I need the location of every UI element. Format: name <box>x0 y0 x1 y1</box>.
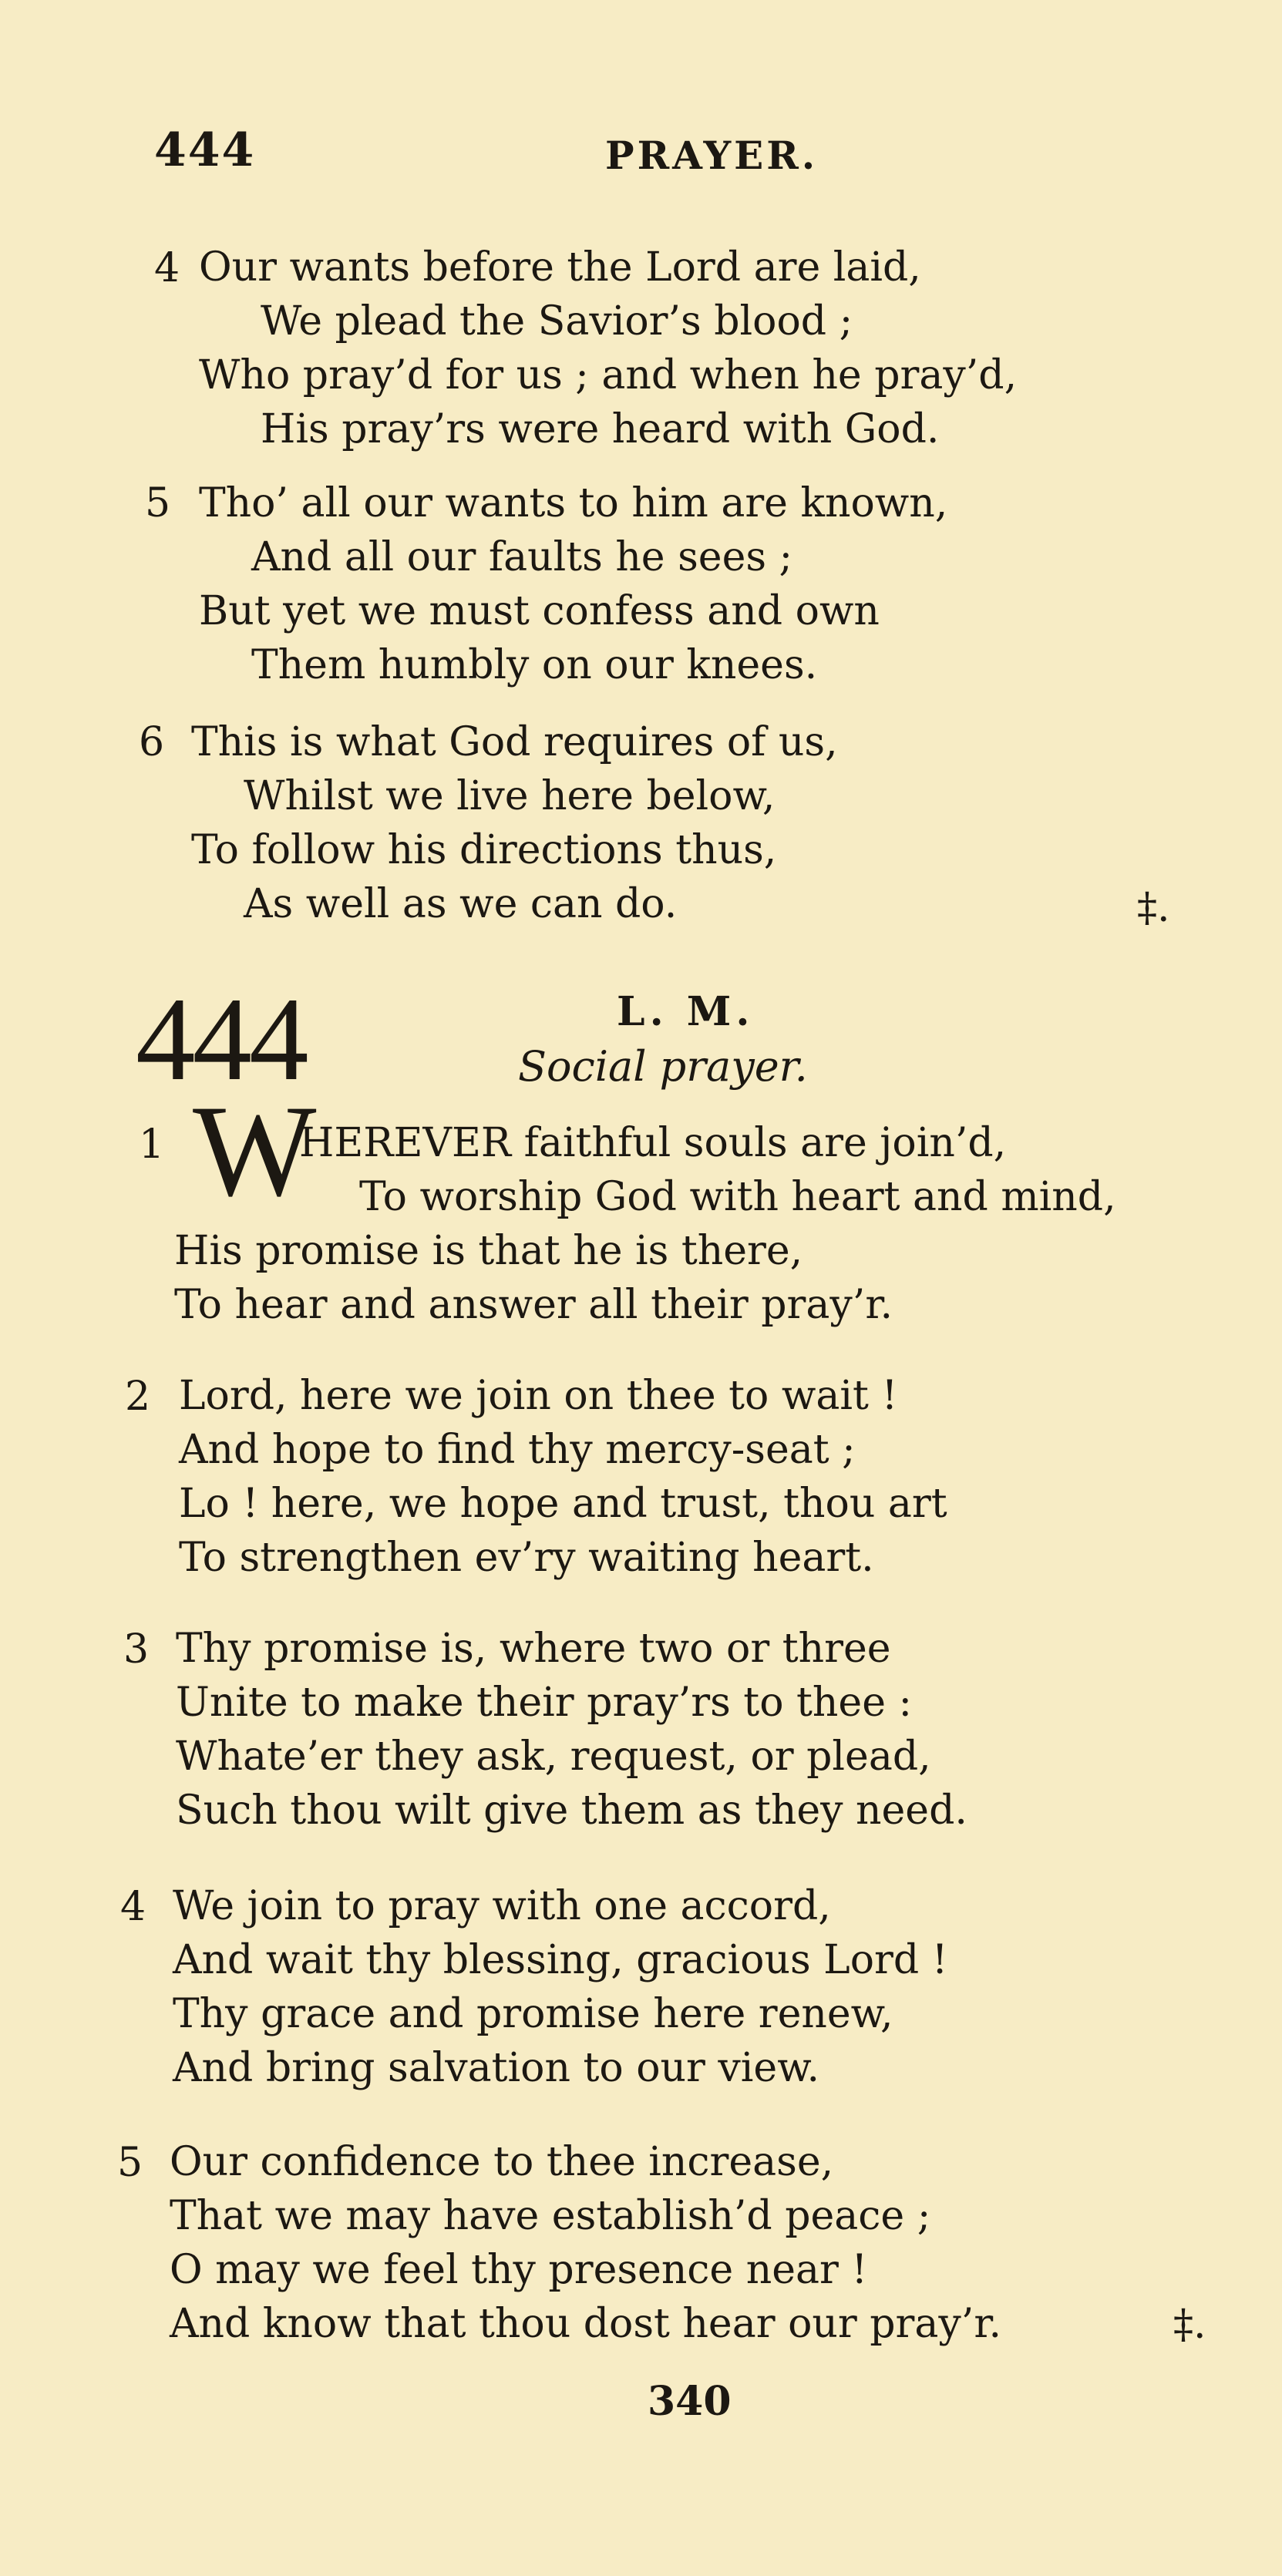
verse-line: Whate’er they ask, request, or plead, <box>176 1734 931 1780</box>
verse-number: 3 <box>123 1626 150 1673</box>
verse-line: That we may have establish’d peace ; <box>170 2193 931 2239</box>
verse-line: To follow his directions thus, <box>191 827 777 873</box>
verse-line: Who pray’d for us ; and when he pray’d, <box>199 352 1018 399</box>
verse-line: To strengthen ev’ry waiting heart. <box>179 1535 874 1581</box>
verse-line: Such thou wilt give them as they need. <box>176 1787 967 1834</box>
verse-line: Lo ! here, we hope and trust, thou art <box>179 1481 947 1527</box>
hymn-title: Social prayer. <box>518 1042 808 1091</box>
end-mark: ‡. <box>1137 885 1170 931</box>
verse-line: Tho’ all our wants to him are known, <box>199 480 948 526</box>
verse-line: Thy promise is, where two or three <box>176 1626 891 1672</box>
verse-number: 5 <box>145 480 171 526</box>
verse-number: 1 <box>139 1122 165 1168</box>
verse-line: And hope to find thy mercy-seat ; <box>179 1427 856 1473</box>
verse-line: Them humbly on our knees. <box>251 642 818 688</box>
verse-line: His pray’rs were heard with God. <box>261 406 940 452</box>
verse-line: Whilst we live here below, <box>244 773 776 819</box>
verse-line: Thy grace and promise here renew, <box>173 1991 893 2037</box>
verse-line: And bring salvation to our view. <box>173 2045 820 2091</box>
verse-line: We join to pray with one accord, <box>173 1883 831 1929</box>
verse-line: We plead the Savior’s blood ; <box>261 298 853 345</box>
verse-number: 2 <box>125 1374 151 1420</box>
verse-line: And all our faults he sees ; <box>251 534 793 580</box>
running-title: PRAYER. <box>605 133 819 178</box>
verse-line: O may we feel thy presence near ! <box>170 2247 868 2293</box>
verse-line: Our wants before the Lord are laid, <box>199 244 921 291</box>
verse-line: His promise is that he is there, <box>174 1228 803 1274</box>
header-page-number: 444 <box>154 123 256 177</box>
drop-cap: W <box>193 1078 317 1223</box>
verse-line: Unite to make their pray’rs to thee : <box>176 1680 913 1726</box>
verse-line: And know that thou dost hear our pray’r. <box>170 2301 1001 2347</box>
verse-line: Our confidence to thee increase, <box>170 2139 834 2185</box>
verse-line: To hear and answer all their pray’r. <box>174 1282 893 1328</box>
verse-line: Lord, here we join on thee to wait ! <box>179 1373 898 1419</box>
verse-line: As well as we can do. <box>244 881 678 927</box>
verse-line: To worship God with heart and mind, <box>359 1174 1116 1220</box>
footer-page-number: 340 <box>648 2378 732 2425</box>
verse-line: And wait thy blessing, gracious Lord ! <box>173 1937 948 1983</box>
verse-line: HEREVER faithful souls are join’d, <box>299 1120 1007 1166</box>
verse-number: 4 <box>120 1884 146 1930</box>
verse-number: 5 <box>117 2140 143 2186</box>
hymn-number: 444 <box>136 973 306 1105</box>
end-mark: ‡. <box>1173 2302 1206 2348</box>
hymn-meter: L. M. <box>617 988 755 1035</box>
verse-line: But yet we must confess and own <box>199 588 880 634</box>
verse-line: This is what God requires of us, <box>191 719 838 765</box>
verse-number: 6 <box>139 719 165 765</box>
verse-number: 4 <box>154 245 180 291</box>
